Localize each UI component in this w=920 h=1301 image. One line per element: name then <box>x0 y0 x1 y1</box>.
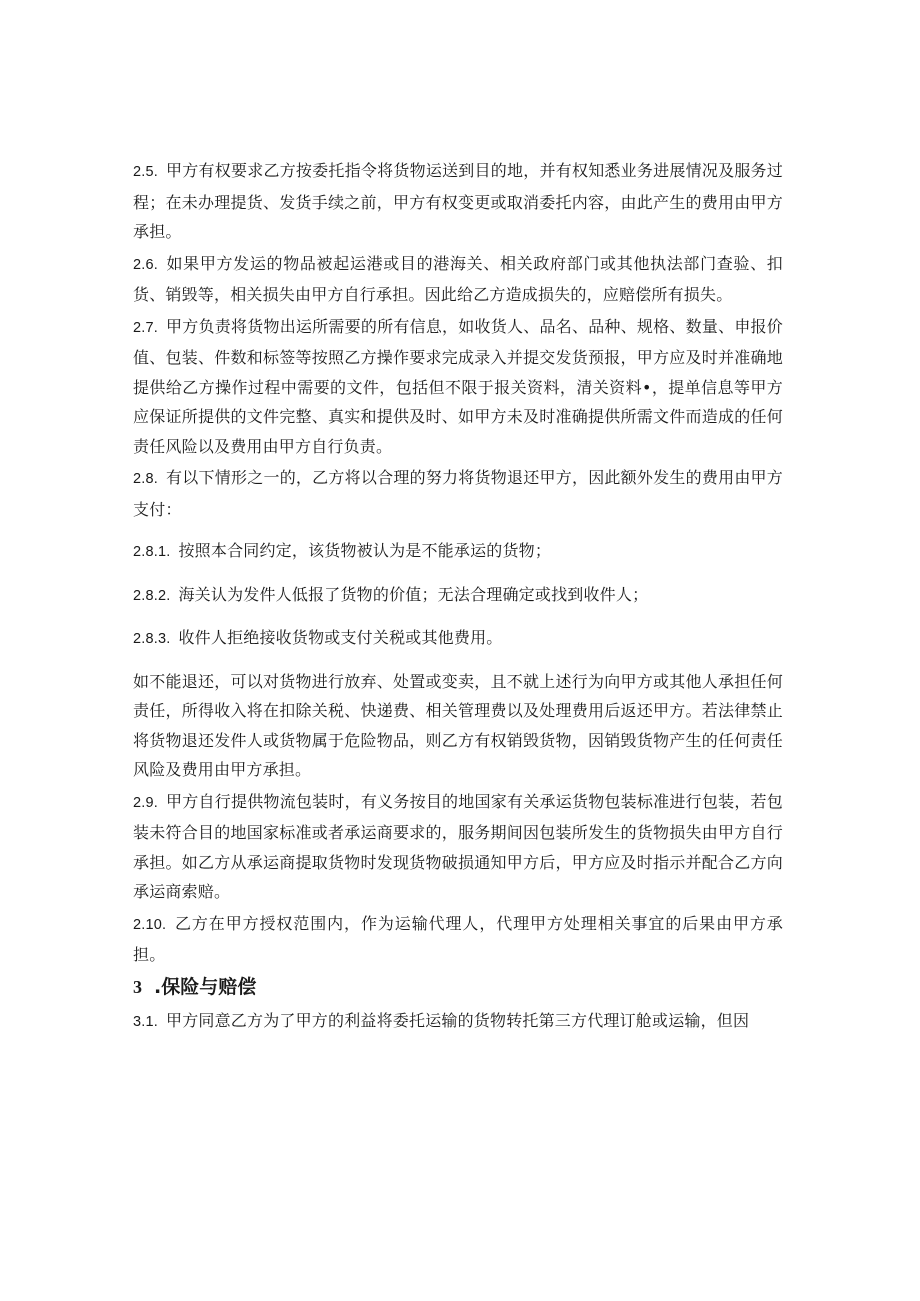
clause-text: 收件人拒绝接收货物或支付关税或其他费用。 <box>178 628 503 647</box>
clause-text: 按照本合同约定，该货物被认为是不能承运的货物； <box>178 541 552 560</box>
clause-number: 2.5. <box>133 164 158 180</box>
clause-text: 乙方在甲方授权范围内，作为运输代理人，代理甲方处理相关事宜的后果由甲方承担。 <box>133 913 783 964</box>
clause-number: 2.8.1. <box>133 544 171 560</box>
clause-number: 2.9. <box>133 794 158 811</box>
clause-text: 如果甲方发运的物品被起运港或目的港海关、相关政府部门或其他执法部门查验、扣货、销毁等，相关损失由甲方自行承担。因此给乙方造成损失的，应赔偿所有损失。 <box>133 253 783 304</box>
clause-text: 有以下情形之一的，乙方将以合理的努力将货物退还甲方，因此额外发生的费用由甲方支付： <box>133 468 783 519</box>
clause-number: 2.10. <box>133 916 167 933</box>
clause-number: 2.8.2. <box>133 587 171 604</box>
section-heading-insurance <box>133 972 783 1002</box>
clause-text: 如不能退还，可以对货物进行放弃、处置或变卖，且不就上述行为向甲方或其他人承担任何责任，所得收入将在扣除关税、快递费、相关管理费以及处理费用后返还甲方。若法律禁止将货物退还发件人或货物属于危险物品，则乙方有权销毁货物，因销毁货物产生的任何责任风险及费用由甲方承担。 <box>133 671 783 779</box>
clause-2-10 <box>133 909 783 970</box>
clause-number: 2.8. <box>133 471 158 487</box>
clause-text: 海关认为发件人低报了货物的价值；无法合理确定或找到收件人； <box>178 584 649 604</box>
clause-number: 2.7. <box>133 319 158 336</box>
clause-2-8-note <box>133 667 783 785</box>
clause-2-5 <box>133 156 783 247</box>
clause-2-7 <box>133 312 783 462</box>
clause-number: 3.1. <box>133 1013 158 1030</box>
clause-number: 2.8.3. <box>133 631 171 647</box>
clause-number: 2.6. <box>133 256 158 273</box>
section-title: .保险与赔偿 <box>154 975 257 998</box>
clause-text: 甲方负责将货物出运所需要的所有信息，如收货人、品名、品种、规格、数量、申报价值、包装、件数和标签等按照乙方操作要求完成录入并提交发货预报，甲方应及时并准确地提供给乙方操作过程中需要的文件，包括但不限于报关资料，清关资料•，提单信息等甲方应保证所提供的文件完整、真实和提供及时、如甲方未及时准确提供所需文件而造成的任何责任风险以及费用由甲方自行负责。 <box>133 316 783 456</box>
clause-3-1 <box>133 1006 783 1038</box>
clause-2-8-2 <box>133 580 783 612</box>
clause-2-6 <box>133 249 783 310</box>
document-body <box>133 156 783 1039</box>
clause-2-8-1 <box>133 536 783 568</box>
clause-2-9 <box>133 787 783 907</box>
clause-text: 甲方有权要求乙方按委托指令将货物运送到目的地，并有权知悉业务进展情况及服务过程；在未办理提货、发货手续之前，甲方有权变更或取消委托内容，由此产生的费用由甲方承担。 <box>133 161 783 241</box>
clause-2-8 <box>133 463 783 524</box>
clause-2-8-3 <box>133 623 783 655</box>
clause-text: 甲方自行提供物流包装时，有义务按目的地国家有关承运货物包装标准进行包装，若包装未符合目的地国家标准或者承运商要求的，服务期间因包装所发生的货物损失由甲方自行承担。如乙方从承运商提取货物时发现货物破损通知甲方后，甲方应及时指示并配合乙方向承运商索赔。 <box>133 791 783 901</box>
clause-text: 甲方同意乙方为了甲方的利益将委托运输的货物转托第三方代理订舱或运输，但因 <box>166 1010 750 1030</box>
section-number: 3 <box>133 976 142 997</box>
